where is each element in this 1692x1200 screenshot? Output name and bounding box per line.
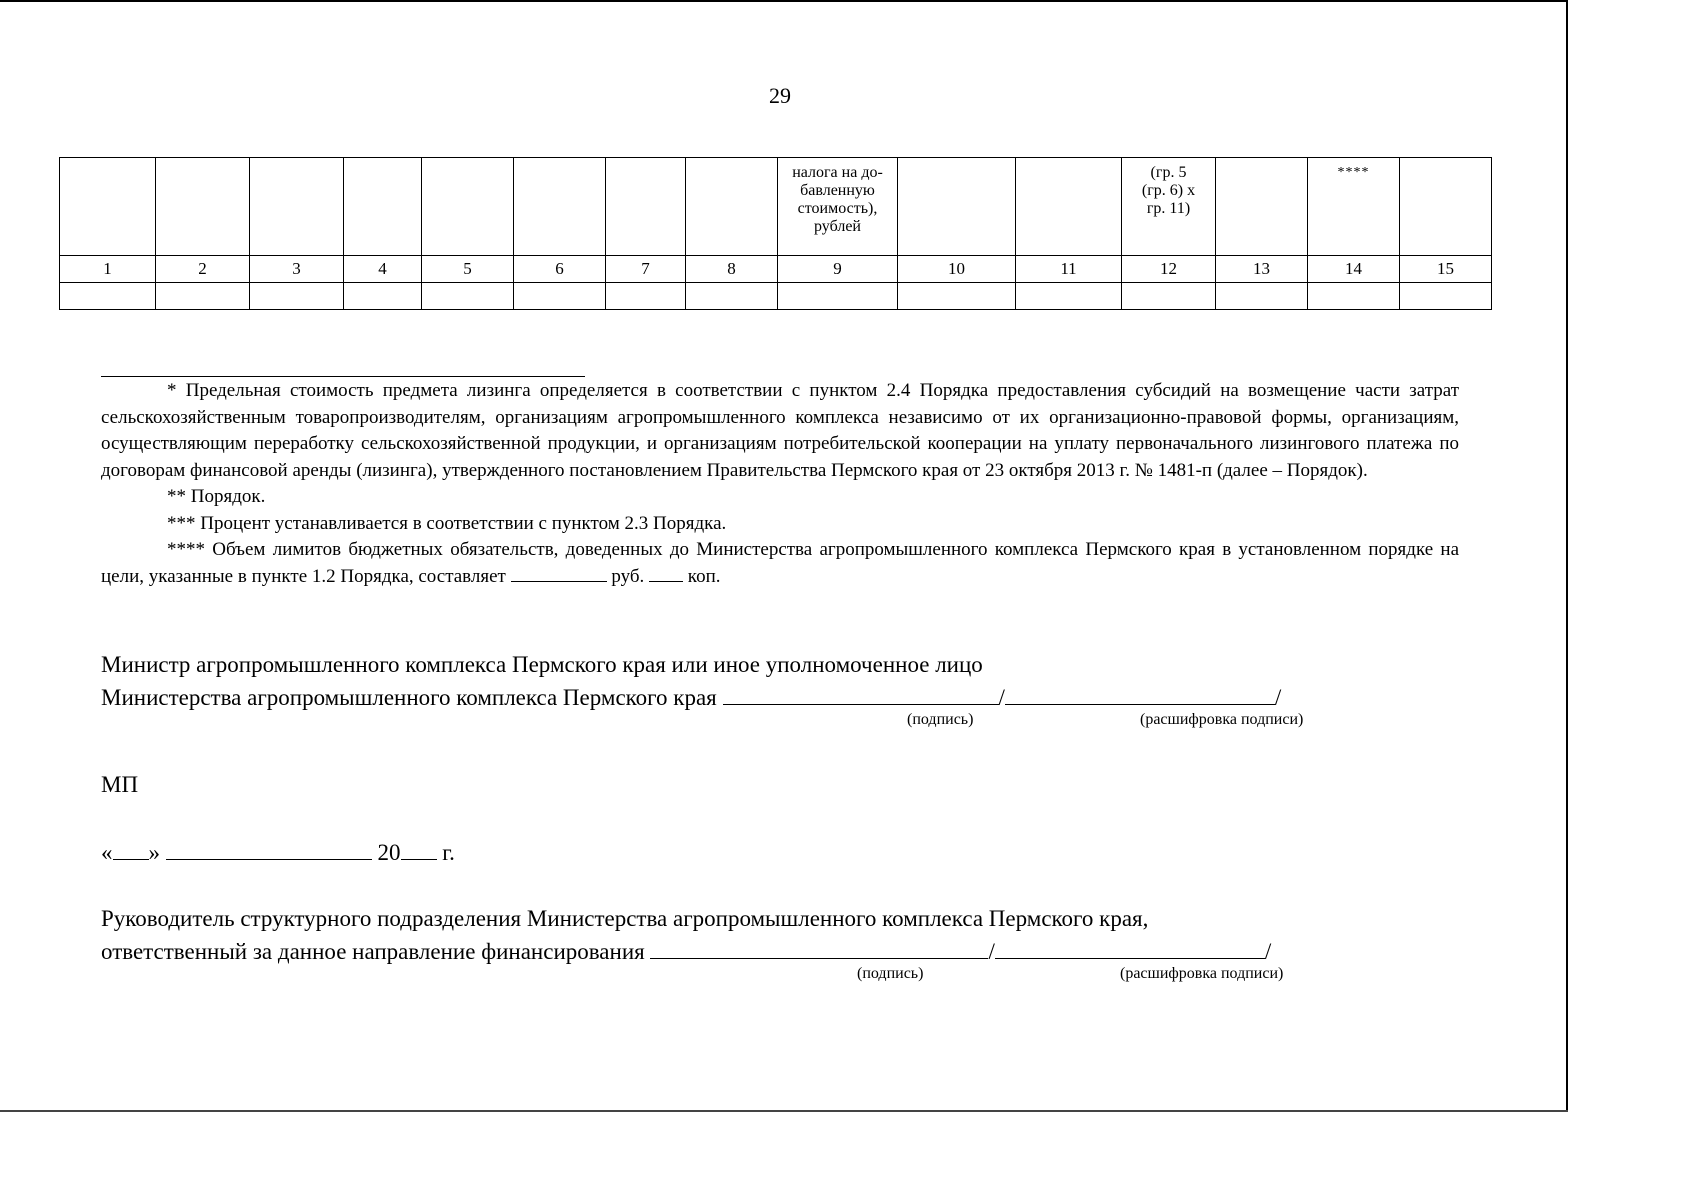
head-decoding-caption: (расшифровка подписи) — [1120, 965, 1284, 982]
header-cell — [514, 158, 606, 256]
table-cell[interactable] — [344, 283, 422, 310]
minister-decoding-caption: (расшифровка подписи) — [1140, 711, 1304, 728]
header-cell — [686, 158, 778, 256]
column-number: 5 — [422, 256, 514, 283]
table-cell[interactable] — [1216, 283, 1308, 310]
rubles-label: руб. — [611, 565, 645, 587]
table-cell[interactable] — [898, 283, 1016, 310]
footnote-1: * Предельная стоимость предмета лизинга определяется в соответствии с пунктом 2.4 Порядка предоставления субсидий на возмещение части затрат сельскохозяйственным товаропроизводителям, организациям агропромышленного комплекса независимо от их организационно-правовой формы, организациям, осуществляющим переработку сельскохозяйственной продукции, и организациям потребительской кооперации на уплату первоначального лизингового платежа по договорам финансовой аренды (лизинга), утвержденного постановлением Правительства Пермского края от 23 октября 2013 г. № 1481-п (далее – Порядок). — [101, 380, 1459, 481]
minister-title-line-1: Министр агропромышленного комплекса Пермского края или иное уполномоченное лицо — [101, 652, 983, 677]
header-cell — [898, 158, 1016, 256]
minister-name-line[interactable] — [1005, 682, 1275, 705]
header-cell-vat: налога на до- бавленную стоимость), рублей — [778, 158, 898, 256]
column-number: 6 — [514, 256, 606, 283]
header-cell-stars: **** — [1308, 158, 1400, 256]
head-signature-block — [101, 902, 1271, 968]
minister-signature-caption: (подпись) — [907, 711, 974, 728]
table-row — [60, 283, 1492, 310]
header-cell — [1400, 158, 1492, 256]
column-number: 4 — [344, 256, 422, 283]
form-table — [59, 157, 1492, 310]
kopecks-blank[interactable] — [649, 565, 683, 582]
minister-signature-block — [101, 648, 1281, 714]
page-border-right — [1566, 0, 1568, 1112]
table-cell[interactable] — [1400, 283, 1492, 310]
day-blank[interactable] — [113, 837, 149, 860]
date-line — [101, 836, 455, 869]
footnote-2: ** Порядок. — [167, 486, 266, 507]
header-cell — [422, 158, 514, 256]
header-cell — [1016, 158, 1122, 256]
table-cell[interactable] — [686, 283, 778, 310]
column-number: 12 — [1122, 256, 1216, 283]
column-number: 7 — [606, 256, 686, 283]
table-header-row — [60, 158, 1492, 256]
slash: / — [998, 685, 1005, 710]
open-quote: « — [101, 840, 113, 865]
head-name-line[interactable] — [995, 936, 1265, 959]
column-number: 11 — [1016, 256, 1122, 283]
column-number: 1 — [60, 256, 156, 283]
table-cell[interactable] — [606, 283, 686, 310]
column-number: 8 — [686, 256, 778, 283]
minister-title-line-2-text: Министерства агропромышленного комплекса Пермского края — [101, 685, 717, 710]
head-signature-line[interactable] — [650, 936, 988, 959]
footnote-4-text: **** Объем лимитов бюджетных обязательств, доведенных до Министерства агропромышленного комплекса Пермского края в установленном порядке на цели, указанные в пункте 1.2 Порядка, составляет — [101, 539, 1459, 587]
year-prefix: 20 — [377, 840, 401, 865]
head-title-line-1: Руководитель структурного подразделения Министерства агропромышленного комплекса Пермского края, — [101, 906, 1149, 931]
footnote-divider — [101, 376, 585, 377]
table-cell[interactable] — [422, 283, 514, 310]
table-cell[interactable] — [1308, 283, 1400, 310]
header-cell-formula: (гр. 5 (гр. 6) х гр. 11) — [1122, 158, 1216, 256]
year-blank[interactable] — [401, 837, 437, 860]
head-signature-caption: (подпись) — [857, 965, 924, 982]
year-suffix: г. — [442, 840, 455, 865]
slash: / — [1264, 939, 1272, 964]
minister-signature-line[interactable] — [723, 682, 999, 705]
header-cell — [250, 158, 344, 256]
table-cell[interactable] — [1122, 283, 1216, 310]
header-cell — [344, 158, 422, 256]
header-cell — [60, 158, 156, 256]
page-number: 29 — [769, 83, 791, 108]
minister-title-line-2 — [101, 681, 1281, 714]
column-number: 10 — [898, 256, 1016, 283]
footnotes — [101, 378, 1459, 590]
head-title-line-2-text: ответственный за данное направление финансирования — [101, 939, 645, 964]
slash: / — [988, 939, 995, 964]
footnote-3: *** Процент устанавливается в соответствии с пунктом 2.3 Порядка. — [167, 512, 727, 534]
column-number: 15 — [1400, 256, 1492, 283]
table-cell[interactable] — [250, 283, 344, 310]
month-blank[interactable] — [166, 837, 372, 860]
table-cell[interactable] — [60, 283, 156, 310]
header-cell — [156, 158, 250, 256]
stamp-label: МП — [101, 772, 139, 797]
column-number: 2 — [156, 256, 250, 283]
table-column-number-row — [60, 256, 1492, 283]
table-cell[interactable] — [156, 283, 250, 310]
close-quote: » — [148, 840, 160, 865]
head-title-line-2 — [101, 935, 1271, 968]
table-cell[interactable] — [1016, 283, 1122, 310]
page-border-bottom — [0, 1110, 1568, 1112]
column-number: 3 — [250, 256, 344, 283]
column-number: 9 — [778, 256, 898, 283]
table-cell[interactable] — [514, 283, 606, 310]
column-number: 14 — [1308, 256, 1400, 283]
kopecks-label: коп. — [687, 565, 721, 587]
footnote-4 — [101, 537, 1459, 590]
column-number: 13 — [1216, 256, 1308, 283]
header-cell — [606, 158, 686, 256]
table-cell[interactable] — [778, 283, 898, 310]
slash: / — [1274, 685, 1282, 710]
header-cell — [1216, 158, 1308, 256]
page-border-top — [0, 0, 1568, 2]
rubles-blank[interactable] — [511, 565, 607, 582]
